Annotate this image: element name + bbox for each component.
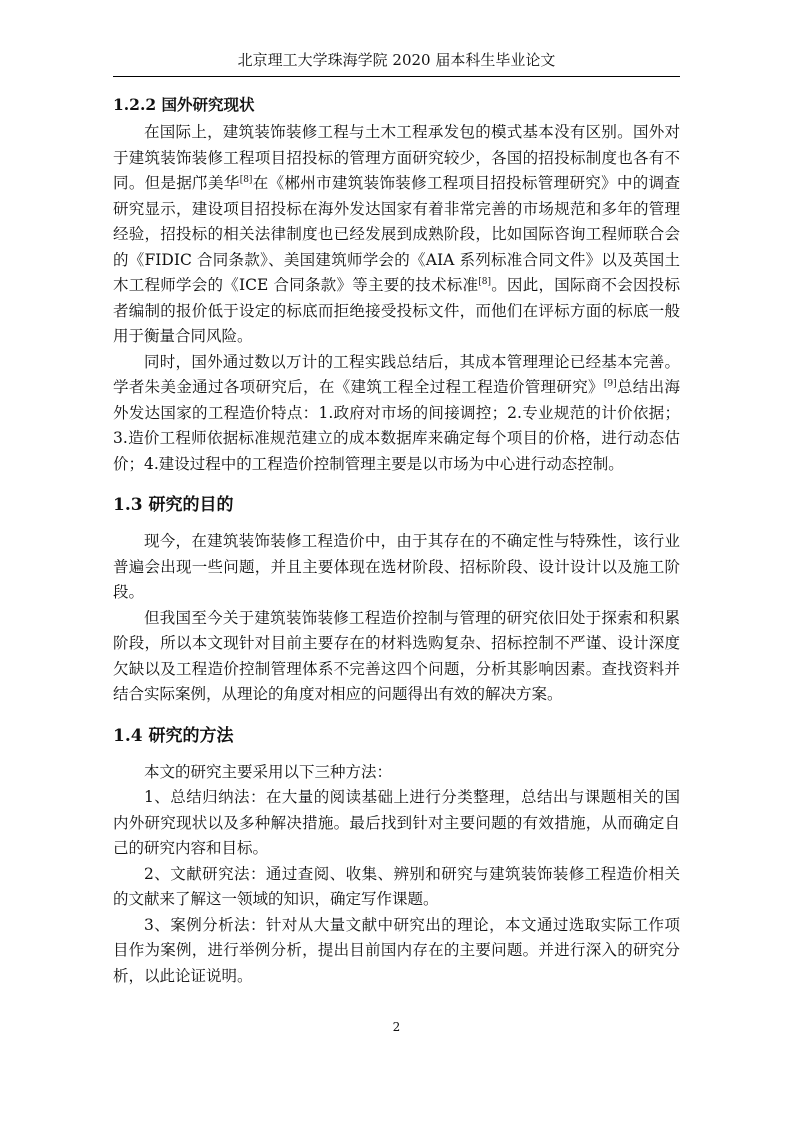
- paragraph-text: 同时，国外通过数以万计的工程实践总结后，其成本管理理论已经基本完善。学者朱美金通过各项研究后，在《建筑工程全过程工程造价管理研究》: [113, 352, 680, 396]
- paragraph: [113, 350, 680, 478]
- paragraph: 本文的研究主要采用以下三种方法：: [144, 762, 393, 781]
- citation: [9]: [603, 378, 617, 389]
- paragraph-text: 在《郴州市建筑装饰装修工程项目招投标管理研究》中的调查研究显示，建设项目招投标在海外发达国家有着非常完善的市场规范和多年的管理经验，招投标的相关法律制度也已经发展到成熟阶段，比如国际咨询工程师联合会的《FIDIC 合同条款》、美国建筑师学会的《AIA 系列标准合同文件》以及英国土木工程师学会的《ICE 合同条款》等主要的技术标准: [113, 174, 680, 294]
- citation: [8]: [239, 174, 253, 185]
- paragraph-text: 在国际上，建筑装饰装修工程与土木工程承发包的模式基本没有区别。国外对于建筑装饰装修工程项目招投标的管理方面研究较少，各国的招投标制度也各有不同。但是据邝美华: [113, 123, 680, 192]
- page-header: 北京理工大学珠海学院 2020 届本科生毕业论文: [113, 50, 680, 77]
- page-number: 2: [392, 1020, 401, 1034]
- citation: [8]: [478, 276, 491, 287]
- page-content: [113, 94, 680, 989]
- paragraph: 现今，在建筑装饰装修工程造价中，由于其存在的不确定性与特殊性，该行业普遍会出现一些问题，并且主要体现在选材阶段、招标阶段、设计设计以及施工阶段。: [113, 532, 680, 601]
- method-item: 3、案例分析法：针对从大量文献中研究出的理论，本文通过选取实际工作项目作为案例，进行举例分析，提出目前国内存在的主要问题。并进行深入的研究分析，以此论证说明。: [113, 915, 680, 985]
- method-item: 2、文献研究法：通过查阅、收集、辨别和研究与建筑装饰装修工程造价相关的文献来了解这一领域的知识，确定写作课题。: [113, 864, 680, 908]
- method-item: 1、总结归纳法：在大量的阅读基础上进行分类整理，总结出与课题相关的国内外研究现状以及多种解决措施。最后找到针对主要问题的有效措施，从而确定自己的研究内容和目标。: [113, 788, 680, 857]
- section-heading-1-3: 1.3 研究的目的: [113, 495, 234, 515]
- paragraph-text: 总结出海外发达国家的工程造价特点：1.政府对市场的间接调控；2.专业规范的计价依据；3.造价工程师依据标准规范建立的成本数据库来确定每个项目的价格，进行动态估价；4.建设过程中的工程造价控制管理主要是以市场为中心进行动态控制。: [113, 378, 680, 473]
- section-heading-1-2-2: 1.2.2 国外研究现状: [113, 95, 255, 114]
- paragraph-text: 。因此，国际商不会因投标者编制的报价低于设定的标底而拒绝接受投标文件，而他们在评标方面的标底一般用于衡量合同风险。: [113, 276, 680, 345]
- section-heading-1-4: 1.4 研究的方法: [113, 725, 234, 746]
- paragraph: [113, 120, 680, 350]
- paragraph: 但我国至今关于建筑装饰装修工程造价控制与管理的研究依旧处于探索和积累阶段，所以本文现针对目前主要存在的材料选购复杂、招标控制不严谨、设计深度欠缺以及工程造价控制管理体系不完善这四个问题，分析其影响因素。查找资料并结合实际案例，从理论的角度对相应的问题得出有效的解决方案。: [113, 608, 680, 703]
